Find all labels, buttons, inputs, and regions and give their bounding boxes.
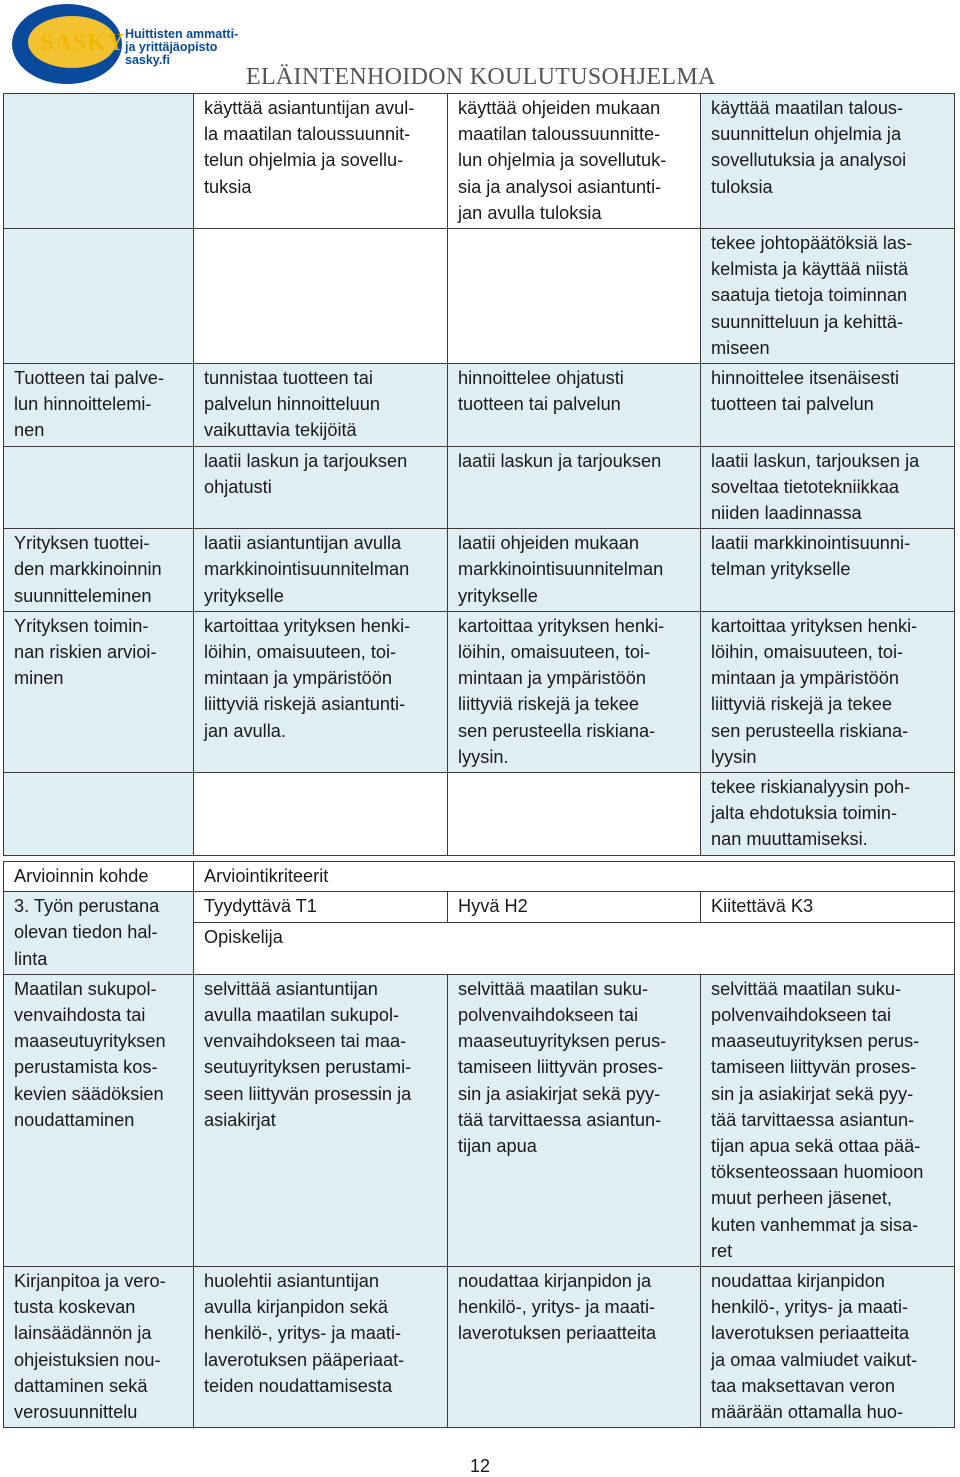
table-cell xyxy=(4,446,194,529)
section-title: 3. Työn perustana olevan tiedon hal- linta xyxy=(4,892,194,975)
table-row xyxy=(4,446,955,529)
table-cell: kartoittaa yrityksen henki- löihin, omaisuuteen, toi- mintaan ja ympäristöön liittyviä riskejä ja tekee sen perusteella riskiana- lyysin. xyxy=(448,611,701,772)
table-cell: Kirjanpitoa ja vero- tusta koskevan lainsäädännön ja ohjeistuksien nou- dattaminen sekä verosuunnittelu xyxy=(4,1267,194,1428)
table-cell: hinnoittelee itsenäisesti tuotteen tai palvelun xyxy=(701,364,955,447)
table-row xyxy=(4,773,955,856)
table-cell: Yrityksen toimin- nan riskien arvioi- minen xyxy=(4,611,194,772)
header-subject: Arvioinnin kohde xyxy=(4,862,194,892)
table-cell: Tuotteen tai palve- lun hinnoittelemi- nen xyxy=(4,364,194,447)
table-cell: tunnistaa tuotteen tai palvelun hinnoitteluun vaikuttavia tekijöitä xyxy=(194,364,448,447)
table-cell: laatii laskun ja tarjouksen ohjatusti xyxy=(194,446,448,529)
document-title: ELÄINTENHOIDON KOULUTUSOHJELMA xyxy=(246,64,716,90)
table-cell: hinnoittelee ohjatusti tuotteen tai palvelun xyxy=(448,364,701,447)
criteria-table-knowledge xyxy=(3,861,955,1428)
table-cell xyxy=(4,773,194,856)
criteria-table-continued xyxy=(3,93,955,856)
table-cell: Yrityksen tuottei- den markkinoinnin suunnitteleminen xyxy=(4,529,194,612)
table-cell: Maatilan sukupol- venvaihdosta tai maaseutuyrityksen perustamista kos- kevien säädöksien noudattaminen xyxy=(4,974,194,1266)
table-cell: noudattaa kirjanpidon henkilö-, yritys- ja maati- laverotuksen periaatteita ja omaa valmiudet vaikut- taa maksettavan veron määrään ottamalla huo- xyxy=(701,1267,955,1428)
table-cell: tekee riskianalyysin poh- jalta ehdotuksia toimin- nan muuttamiseksi. xyxy=(701,773,955,856)
table-row xyxy=(4,529,955,612)
table-cell: käyttää maatilan talous- suunnittelun ohjelmia ja sovellutuksia ja analysoi tuloksia xyxy=(701,94,955,229)
logo-brand-text: SASKY xyxy=(40,30,126,56)
table-cell xyxy=(194,229,448,364)
table-cell: huolehtii asiantuntijan avulla kirjanpidon sekä henkilö-, yritys- ja maati- laverotuksen pääperiaat- teiden noudattamisesta xyxy=(194,1267,448,1428)
table-row xyxy=(4,364,955,447)
table-cell: laatii markkinointisuunni- telman yritykselle xyxy=(701,529,955,612)
page-number: 12 xyxy=(469,1456,491,1476)
table-row xyxy=(4,974,955,1266)
student-label: Opiskelija xyxy=(194,922,955,974)
table-row xyxy=(4,94,955,229)
header-criteria: Arviointikriteerit xyxy=(194,862,955,892)
table-cell: laatii ohjeiden mukaan markkinointisuunnitelman yritykselle xyxy=(448,529,701,612)
table-cell xyxy=(448,773,701,856)
table-cell: selvittää maatilan suku- polvenvaihdokseen tai maaseutuyrityksen perus- tamiseen liittyvän proses- sin ja asiakirjat sekä pyy- tää tarvittaessa asiantun- tijan apua sekä ottaa pää- töksenteossaan huomioon muut perheen jäsenet, kuten vanhemmat ja sisa- ret xyxy=(701,974,955,1266)
table-cell: selvittää asiantuntijan avulla maatilan sukupol- venvaihdokseen tai maa- seutuyrityksen perustami- seen liittyvän prosessin ja asiakirjat xyxy=(194,974,448,1266)
table-header-row xyxy=(4,862,955,892)
table-cell: selvittää maatilan suku- polvenvaihdokseen tai maaseutuyrityksen perus- tamiseen liittyvän proses- sin ja asiakirjat sekä pyy- tää tarvittaessa asiantun- tijan apua xyxy=(448,974,701,1266)
grade-label: Tyydyttävä T1 xyxy=(194,892,448,922)
sasky-logo xyxy=(12,2,252,86)
table-cell: laatii asiantuntijan avulla markkinointisuunnitelman yritykselle xyxy=(194,529,448,612)
logo-tagline: Huittisten ammatti- ja yrittäjäopisto sasky.fi xyxy=(125,27,239,67)
table-cell: käyttää asiantuntijan avul- la maatilan taloussuunnit- telun ohjelmia ja sovellu- tuksia xyxy=(194,94,448,229)
table-cell: käyttää ohjeiden mukaan maatilan taloussuunnitte- lun ohjelmia ja sovellutuk- sia ja analysoi asiantunti- jan avulla tuloksia xyxy=(448,94,701,229)
table-cell: kartoittaa yrityksen henki- löihin, omaisuuteen, toi- mintaan ja ympäristöön liittyviä riskejä ja tekee sen perusteella riskiana- lyysin xyxy=(701,611,955,772)
table-cell: tekee johtopäätöksiä las- kelmista ja käyttää niistä saatuja tietoja toiminnan suunnitteluun ja kehittä- miseen xyxy=(701,229,955,364)
table-cell xyxy=(194,773,448,856)
table-row xyxy=(4,229,955,364)
table-cell xyxy=(4,94,194,229)
table-cell xyxy=(4,229,194,364)
grade-label: Hyvä H2 xyxy=(448,892,701,922)
table-cell xyxy=(448,229,701,364)
table-row xyxy=(4,1267,955,1428)
table-row xyxy=(4,611,955,772)
grade-label: Kiitettävä K3 xyxy=(701,892,955,922)
table-cell: kartoittaa yrityksen henki- löihin, omaisuuteen, toi- mintaan ja ympäristöön liittyviä riskejä asiantunti- jan avulla. xyxy=(194,611,448,772)
grade-row xyxy=(4,892,955,922)
table-cell: laatii laskun, tarjouksen ja soveltaa tietotekniikkaa niiden laadinnassa xyxy=(701,446,955,529)
table-cell: noudattaa kirjanpidon ja henkilö-, yritys- ja maati- laverotuksen periaatteita xyxy=(448,1267,701,1428)
table-cell: laatii laskun ja tarjouksen xyxy=(448,446,701,529)
